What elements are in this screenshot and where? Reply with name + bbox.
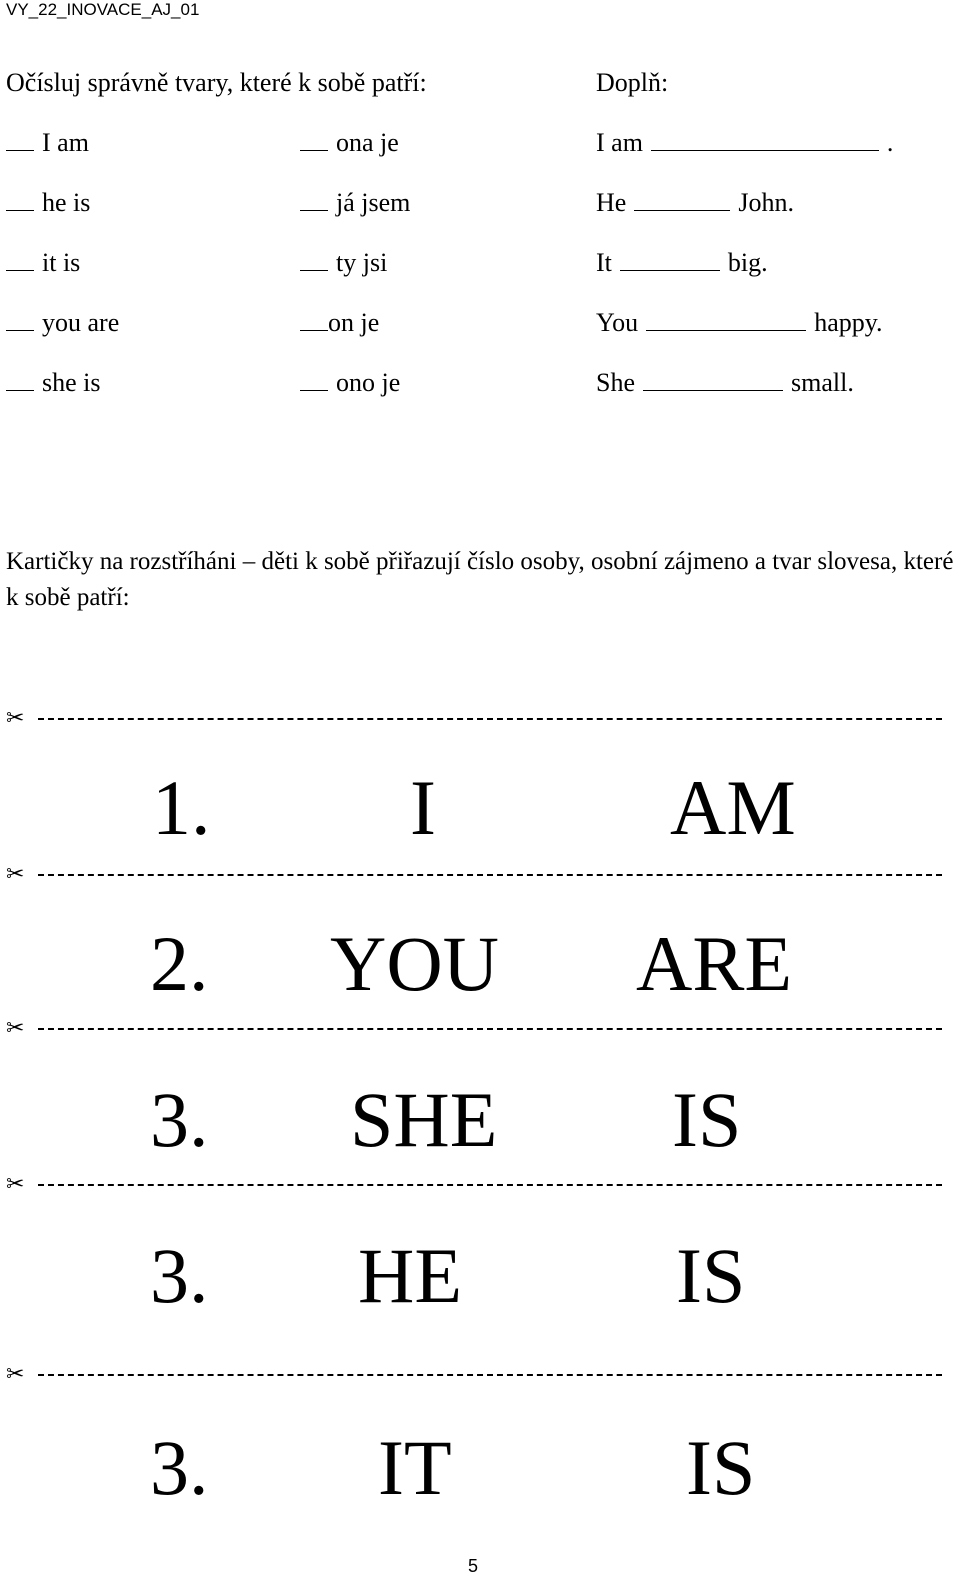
exercise1-right-item: ty jsi — [300, 248, 387, 278]
card-verb: ARE — [636, 920, 792, 1007]
exercise1-left-item: you are — [6, 308, 119, 338]
exercise1-right-item: ono je — [300, 368, 400, 398]
cut-line — [6, 862, 942, 886]
scissors-icon: ✂ — [6, 1015, 25, 1041]
document-header: VY_22_INOVACE_AJ_01 — [6, 0, 200, 19]
exercise2-row: He John. — [596, 188, 794, 217]
cut-line — [6, 706, 942, 730]
exercise2-row: She small. — [596, 368, 854, 397]
exercise2-row: It big. — [596, 248, 768, 277]
exercise2-instruction: Doplň: — [596, 68, 669, 97]
card-number: 2. — [150, 920, 209, 1007]
exercise1-right-item: ona je — [300, 128, 399, 158]
scissors-icon: ✂ — [6, 1361, 25, 1387]
card-verb: IS — [676, 1232, 746, 1319]
description-paragraph: Kartičky na rozstříháni – děti k sobě přiřazují číslo osoby, osobní zájmeno a tvar slovesa, které k sobě patří: — [6, 548, 954, 611]
exercise2-row: I am . — [596, 128, 894, 157]
exercise1-right-item: on je — [300, 308, 379, 338]
exercise2-row: You happy. — [596, 308, 883, 337]
exercise1-right-item: já jsem — [300, 188, 410, 218]
cut-line — [6, 1172, 942, 1196]
card-number: 3. — [150, 1232, 209, 1319]
exercise1-instruction: Očísluj správně tvary, které k sobě patří: — [6, 68, 427, 97]
card-pronoun: SHE — [350, 1076, 498, 1163]
card-pronoun: HE — [358, 1232, 462, 1319]
card-number: 3. — [150, 1424, 209, 1511]
card-pronoun: IT — [378, 1424, 452, 1511]
exercise1-left-item: I am — [6, 128, 89, 158]
card-verb: IS — [672, 1076, 742, 1163]
card-number: 1. — [152, 764, 211, 851]
scissors-icon: ✂ — [6, 861, 25, 887]
scissors-icon: ✂ — [6, 705, 25, 731]
exercise1-left-item: it is — [6, 248, 80, 278]
cut-line — [6, 1362, 942, 1386]
card-verb: AM — [670, 764, 796, 851]
exercise1-left-item: she is — [6, 368, 101, 398]
page-number: 5 — [468, 1556, 479, 1576]
cut-line — [6, 1016, 942, 1040]
scissors-icon: ✂ — [6, 1171, 25, 1197]
card-pronoun: YOU — [330, 920, 499, 1007]
card-verb: IS — [686, 1424, 756, 1511]
card-pronoun: I — [410, 764, 436, 851]
exercise1-left-item: he is — [6, 188, 90, 218]
card-number: 3. — [150, 1076, 209, 1163]
